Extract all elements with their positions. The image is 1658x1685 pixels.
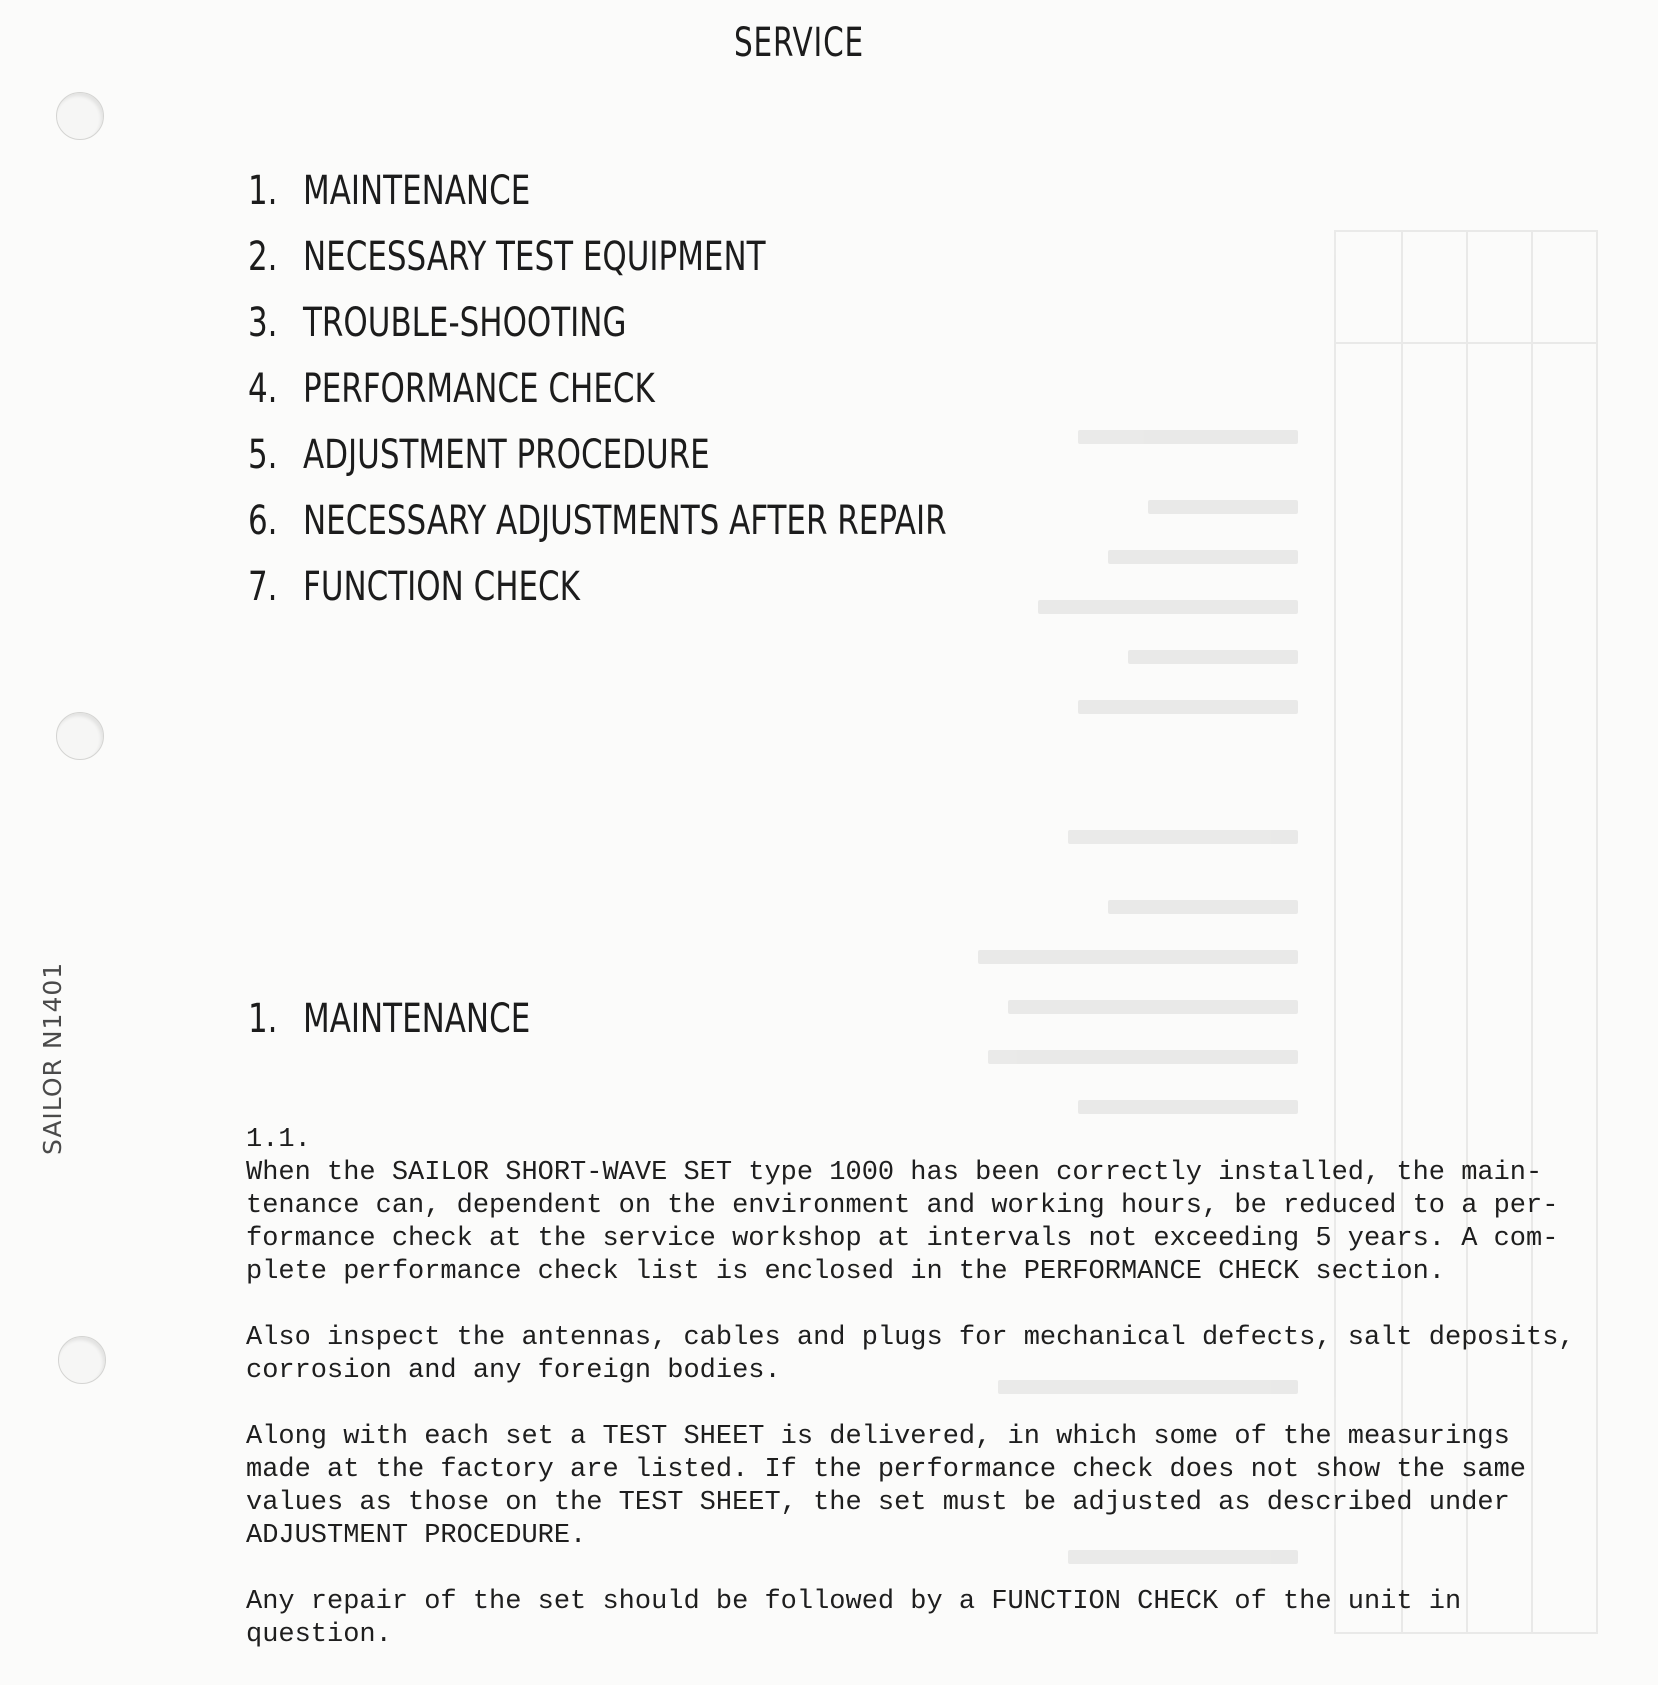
toc-item-label: ADJUSTMENT PROCEDURE [303,432,710,478]
paragraph: Along with each set a TEST SHEET is delivered, in which some of the measurings made at the factory are listed. If the performance check does not show the same values as those on the TEST SHEET, the set must be adjusted as described under ADJUSTMENT PROCEDURE. [246,1422,1527,1551]
section-heading [248,996,530,1042]
toc-item-label: MAINTENANCE [303,168,531,214]
toc-item [248,234,947,300]
toc-item-number: 1. [248,168,278,214]
toc-item [248,498,947,564]
punch-hole-middle [56,712,104,760]
toc-item-number: 3. [248,300,278,346]
toc-item-label: TROUBLE-SHOOTING [303,300,627,346]
toc-item-label: PERFORMANCE CHECK [303,366,655,412]
paragraph: Any repair of the set should be followed by a FUNCTION CHECK of the unit in question. [246,1587,1462,1650]
paragraph: When the SAILOR SHORT-WAVE SET type 1000 has been correctly installed, the main- tenance can, dependent on the environment and working hours, be reduced to a per- formance check at the service workshop at intervals not exceeding 5 years. A com- plete performance check list is enclosed in the PERFORMANCE CHECK section. [246,1158,1559,1287]
section-number: 1. [248,996,278,1042]
toc-item [248,564,947,630]
toc-item [248,300,947,366]
toc-item-number: 7. [248,564,278,610]
page-title: SERVICE [734,20,864,66]
toc-item-number: 6. [248,498,278,544]
toc-item-label: NECESSARY TEST EQUIPMENT [303,234,766,280]
punch-hole-top [56,92,104,140]
toc-item [248,432,947,498]
paragraph: Also inspect the antennas, cables and plugs for mechanical defects, salt deposits, corrosion and any foreign bodies. [246,1323,1575,1386]
subsection-number: 1.1. [246,1125,311,1155]
section-title: MAINTENANCE [303,996,531,1042]
toc-item [248,168,947,234]
toc-item-number: 5. [248,432,278,478]
punch-hole-bottom [58,1336,106,1384]
toc-item-number: 2. [248,234,278,280]
toc-item-label: NECESSARY ADJUSTMENTS AFTER REPAIR [303,498,947,544]
toc-item-number: 4. [248,366,278,412]
toc-item-label: FUNCTION CHECK [303,564,580,610]
toc-item [248,366,947,432]
section-body [246,1124,1586,1685]
table-of-contents [248,168,1060,630]
side-document-code: SAILOR N1401 [38,961,67,1155]
